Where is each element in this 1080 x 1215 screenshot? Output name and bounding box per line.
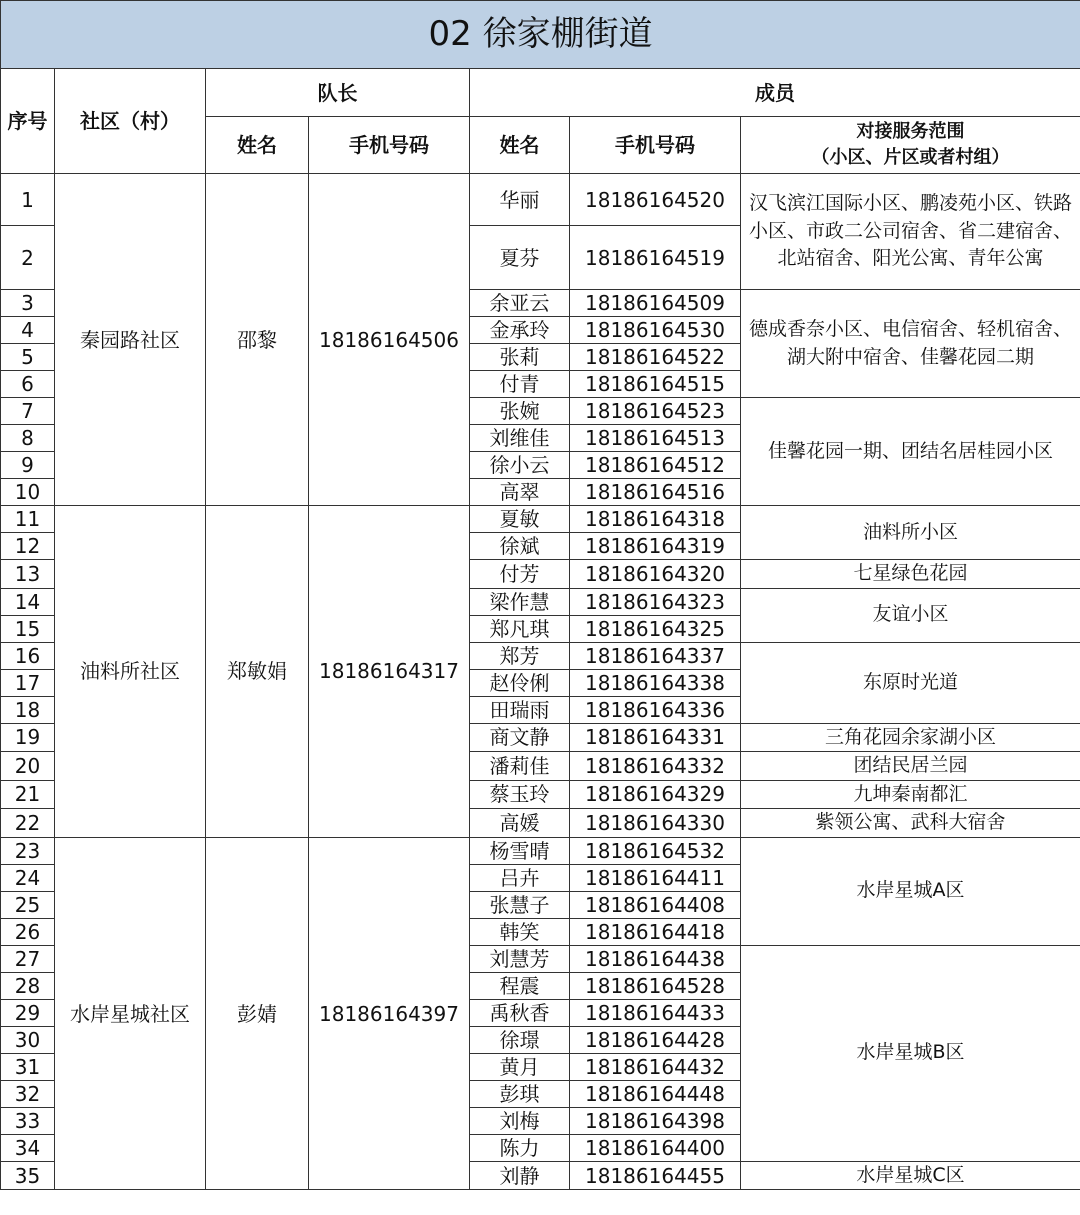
row-index: 14 <box>1 588 55 615</box>
member-phone: 18186164323 <box>570 588 741 615</box>
row-index: 9 <box>1 452 55 479</box>
member-phone: 18186164522 <box>570 344 741 371</box>
member-phone: 18186164329 <box>570 780 741 809</box>
table-row <box>1 506 1080 533</box>
row-index: 19 <box>1 723 55 752</box>
member-phone: 18186164523 <box>570 398 741 425</box>
member-phone: 18186164520 <box>570 174 741 226</box>
member-name: 潘莉佳 <box>470 752 570 781</box>
row-index: 10 <box>1 479 55 506</box>
member-name: 徐斌 <box>470 533 570 560</box>
row-index: 30 <box>1 1026 55 1053</box>
member-name: 高翠 <box>470 479 570 506</box>
scope-cell: 水岸星城B区 <box>741 945 1080 1161</box>
member-name: 刘梅 <box>470 1107 570 1134</box>
scope-cell: 七星绿色花园 <box>741 560 1080 589</box>
member-phone: 18186164400 <box>570 1134 741 1161</box>
header-leader-name: 姓名 <box>206 117 309 174</box>
row-index: 15 <box>1 615 55 642</box>
header-index: 序号 <box>1 69 55 174</box>
leader-phone-cell: 18186164397 <box>309 837 470 1190</box>
leader-phone-cell: 18186164506 <box>309 174 470 506</box>
row-index: 2 <box>1 226 55 290</box>
member-phone: 18186164532 <box>570 837 741 864</box>
row-index: 18 <box>1 696 55 723</box>
member-name: 金承玲 <box>470 317 570 344</box>
member-name: 刘慧芳 <box>470 945 570 972</box>
header-scope <box>741 117 1080 174</box>
header-scope-line2: （小区、片区或者村组） <box>811 147 1010 168</box>
row-index: 28 <box>1 972 55 999</box>
row-index: 27 <box>1 945 55 972</box>
table-body <box>1 174 1080 1190</box>
table-row <box>1 837 1080 864</box>
row-index: 25 <box>1 891 55 918</box>
member-name: 刘维佳 <box>470 425 570 452</box>
row-index: 16 <box>1 642 55 669</box>
member-phone: 18186164320 <box>570 560 741 589</box>
member-phone: 18186164332 <box>570 752 741 781</box>
table-row <box>1 174 1080 226</box>
member-name: 田瑞雨 <box>470 696 570 723</box>
member-name: 郑芳 <box>470 642 570 669</box>
member-name: 付芳 <box>470 560 570 589</box>
member-name: 韩笑 <box>470 918 570 945</box>
row-index: 35 <box>1 1161 55 1190</box>
member-phone: 18186164432 <box>570 1053 741 1080</box>
member-phone: 18186164318 <box>570 506 741 533</box>
member-name: 蔡玉玲 <box>470 780 570 809</box>
member-phone: 18186164509 <box>570 290 741 317</box>
community-cell: 秦园路社区 <box>55 174 206 506</box>
member-phone: 18186164433 <box>570 999 741 1026</box>
member-phone: 18186164418 <box>570 918 741 945</box>
leader-name-cell: 郑敏娟 <box>206 506 309 838</box>
member-name: 高媛 <box>470 809 570 838</box>
row-index: 32 <box>1 1080 55 1107</box>
row-index: 6 <box>1 371 55 398</box>
community-cell: 油料所社区 <box>55 506 206 838</box>
member-name: 徐璟 <box>470 1026 570 1053</box>
member-name: 余亚云 <box>470 290 570 317</box>
member-phone: 18186164398 <box>570 1107 741 1134</box>
leader-name-cell: 邵黎 <box>206 174 309 506</box>
member-name: 夏芬 <box>470 226 570 290</box>
scope-cell: 油料所小区 <box>741 506 1080 560</box>
member-phone: 18186164519 <box>570 226 741 290</box>
header-leader-phone: 手机号码 <box>309 117 470 174</box>
member-name: 陈力 <box>470 1134 570 1161</box>
member-name: 付青 <box>470 371 570 398</box>
member-phone: 18186164428 <box>570 1026 741 1053</box>
leader-name-cell: 彭婧 <box>206 837 309 1190</box>
member-name: 徐小云 <box>470 452 570 479</box>
member-name: 华丽 <box>470 174 570 226</box>
scope-cell: 水岸星城C区 <box>741 1161 1080 1190</box>
scope-cell: 友谊小区 <box>741 588 1080 642</box>
row-index: 17 <box>1 669 55 696</box>
member-phone: 18186164512 <box>570 452 741 479</box>
row-index: 11 <box>1 506 55 533</box>
member-name: 杨雪晴 <box>470 837 570 864</box>
row-index: 13 <box>1 560 55 589</box>
member-phone: 18186164516 <box>570 479 741 506</box>
member-name: 彭琪 <box>470 1080 570 1107</box>
member-phone: 18186164336 <box>570 696 741 723</box>
leader-phone-cell: 18186164317 <box>309 506 470 838</box>
row-index: 5 <box>1 344 55 371</box>
member-phone: 18186164411 <box>570 864 741 891</box>
row-index: 26 <box>1 918 55 945</box>
header-scope-line1: 对接服务范围 <box>856 120 965 142</box>
member-phone: 18186164319 <box>570 533 741 560</box>
member-name: 夏敏 <box>470 506 570 533</box>
row-index: 7 <box>1 398 55 425</box>
scope-cell: 团结民居兰园 <box>741 752 1080 781</box>
header-leader: 队长 <box>206 69 470 117</box>
page-title: 02 徐家棚街道 <box>1 1 1080 69</box>
community-cell: 水岸星城社区 <box>55 837 206 1190</box>
row-index: 31 <box>1 1053 55 1080</box>
member-phone: 18186164448 <box>570 1080 741 1107</box>
member-name: 刘静 <box>470 1161 570 1190</box>
row-index: 4 <box>1 317 55 344</box>
row-index: 20 <box>1 752 55 781</box>
row-index: 34 <box>1 1134 55 1161</box>
member-name: 黄月 <box>470 1053 570 1080</box>
row-index: 12 <box>1 533 55 560</box>
scope-cell: 佳馨花园一期、团结名居桂园小区 <box>741 398 1080 506</box>
row-index: 3 <box>1 290 55 317</box>
member-phone: 18186164338 <box>570 669 741 696</box>
scope-cell: 德成香奈小区、电信宿舍、轻机宿舍、湖大附中宿舍、佳馨花园二期 <box>741 290 1080 398</box>
member-phone: 18186164330 <box>570 809 741 838</box>
member-name: 禹秋香 <box>470 999 570 1026</box>
row-index: 22 <box>1 809 55 838</box>
scope-cell: 九坤秦南都汇 <box>741 780 1080 809</box>
member-name: 郑凡琪 <box>470 615 570 642</box>
member-phone: 18186164528 <box>570 972 741 999</box>
member-phone: 18186164337 <box>570 642 741 669</box>
member-name: 张婉 <box>470 398 570 425</box>
member-name: 商文静 <box>470 723 570 752</box>
member-phone: 18186164455 <box>570 1161 741 1190</box>
header-member-name: 姓名 <box>470 117 570 174</box>
row-index: 21 <box>1 780 55 809</box>
row-index: 29 <box>1 999 55 1026</box>
row-index: 8 <box>1 425 55 452</box>
member-name: 梁作慧 <box>470 588 570 615</box>
scope-cell: 汉飞滨江国际小区、鹏凌苑小区、铁路小区、市政二公司宿舍、省二建宿舍、北站宿舍、阳光公寓、青年公寓 <box>741 174 1080 290</box>
row-index: 23 <box>1 837 55 864</box>
scope-cell: 三角花园余家湖小区 <box>741 723 1080 752</box>
scope-cell: 水岸星城A区 <box>741 837 1080 945</box>
member-name: 张莉 <box>470 344 570 371</box>
header-member-phone: 手机号码 <box>570 117 741 174</box>
member-name: 赵伶俐 <box>470 669 570 696</box>
row-index: 33 <box>1 1107 55 1134</box>
member-name: 张慧子 <box>470 891 570 918</box>
scope-cell: 东原时光道 <box>741 642 1080 723</box>
member-name: 吕卉 <box>470 864 570 891</box>
member-phone: 18186164408 <box>570 891 741 918</box>
member-phone: 18186164325 <box>570 615 741 642</box>
member-phone: 18186164513 <box>570 425 741 452</box>
header-community: 社区（村） <box>55 69 206 174</box>
row-index: 24 <box>1 864 55 891</box>
member-phone: 18186164331 <box>570 723 741 752</box>
member-phone: 18186164515 <box>570 371 741 398</box>
member-phone: 18186164438 <box>570 945 741 972</box>
member-phone: 18186164530 <box>570 317 741 344</box>
row-index: 1 <box>1 174 55 226</box>
scope-cell: 紫领公寓、武科大宿舍 <box>741 809 1080 838</box>
member-name: 程震 <box>470 972 570 999</box>
header-members: 成员 <box>470 69 1080 117</box>
